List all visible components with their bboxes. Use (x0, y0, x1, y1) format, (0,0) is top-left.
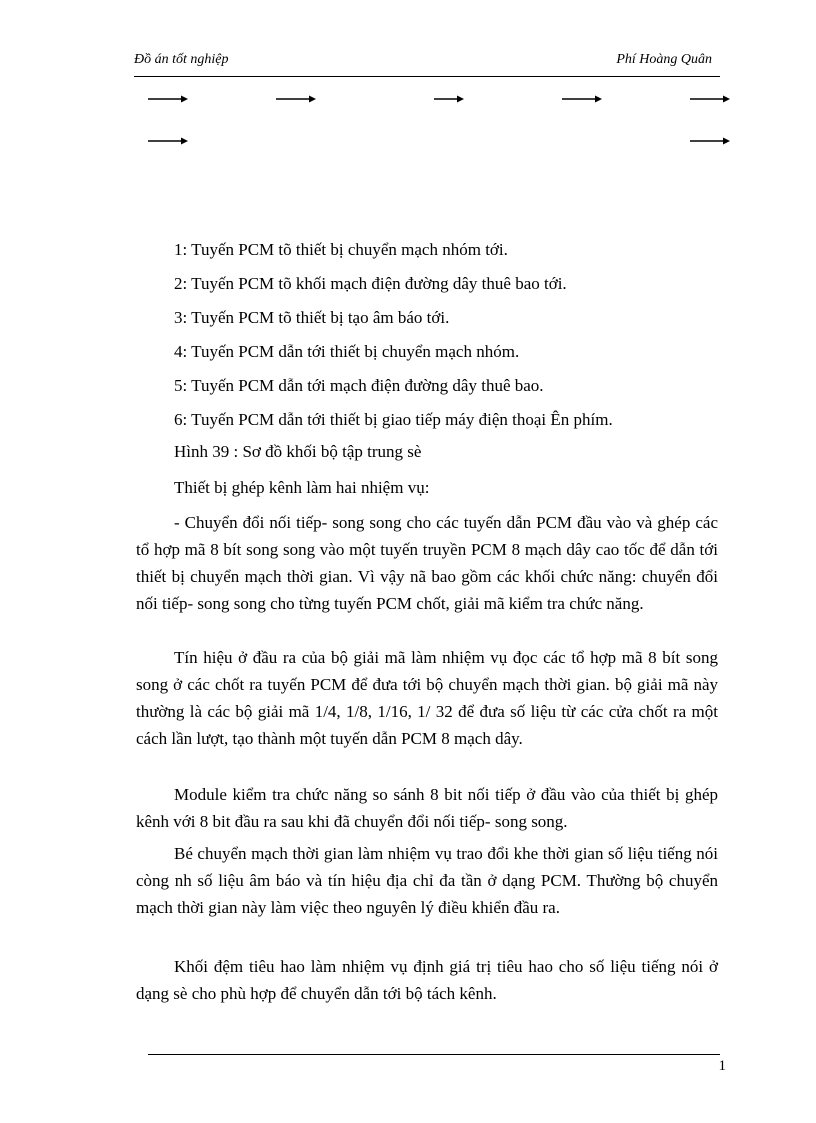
page-number: 1 (718, 1058, 726, 1074)
body-paragraph: - Chuyển đổi nối tiếp- song song cho các tuyến dẫn PCM đầu vào và ghép các tổ hợp mã 8 bít song song vào một tuyến truyền PCM 8 mạch dây cao tốc để dẫn tới thiết bị chuyển mạch thời gian. Vì vậy nã bao gồm các khối chức năng: chuyển đổi nối tiếp- song song cho từng tuyến PCM chốt, giải mã kiểm tra chức năng. (136, 513, 718, 613)
intro-line: Thiết bị ghép kênh làm hai nhiệm vụ: (174, 478, 430, 497)
body-paragraph: Khối đệm tiêu hao làm nhiệm vụ định giá trị tiêu hao cho số liệu tiếng nói ở dạng sè cho phù hợp để chuyển dẫn tới bộ tách kênh. (136, 957, 718, 1003)
body-paragraph: Module kiểm tra chức năng so sánh 8 bit nối tiếp ở đầu vào của thiết bị ghép kênh với 8 bit đầu ra sau khi đã chuyển đổi nối tiếp- song song. (136, 785, 718, 831)
legend-item: 2: Tuyến PCM tõ khối mạch điện đường dây thuê bao tới. (174, 274, 567, 293)
header-title: Đồ án tốt nghiệp (134, 52, 229, 67)
legend-item: 6: Tuyến PCM dẫn tới thiết bị giao tiếp máy điện thoại Ên phím. (174, 410, 613, 429)
diagram-arrow (148, 137, 188, 145)
body-paragraph: Tín hiệu ở đầu ra của bộ giải mã làm nhiệm vụ đọc các tổ hợp mã 8 bít song song ở các chốt ra tuyến PCM để đưa tới bộ chuyển mạch thời gian. bộ giải mã này thường là các bộ giải mã 1/4, 1/8, 1/16, 1/ 32 để đưa số liệu từ các cửa chốt ra một cách lần lượt, tạo thành một tuyến dẫn PCM 8 mạch dây. (136, 648, 718, 748)
figure-caption: Hình 39 : Sơ đồ khối bộ tập trung sè (174, 442, 422, 461)
diagram-arrow (276, 95, 316, 103)
diagram-arrow (148, 95, 188, 103)
header-divider (134, 76, 720, 77)
diagram-arrow (562, 95, 602, 103)
legend-item: 1: Tuyến PCM tõ thiết bị chuyển mạch nhóm tới. (174, 240, 508, 259)
legend-item: 3: Tuyến PCM tõ thiết bị tạo âm báo tới. (174, 308, 450, 327)
legend-item: 4: Tuyến PCM dẫn tới thiết bị chuyển mạch nhóm. (174, 342, 520, 361)
footer-divider (148, 1054, 720, 1055)
legend-item: 5: Tuyến PCM dẫn tới mạch điện đường dây thuê bao. (174, 376, 544, 395)
diagram-arrow (690, 95, 730, 103)
diagram-arrow (690, 137, 730, 145)
header-author: Phí Hoàng Quân (616, 52, 712, 67)
body-paragraph: Bé chuyển mạch thời gian làm nhiệm vụ trao đổi khe thời gian số liệu tiếng nói còng nh số liệu âm báo và tín hiệu địa chỉ đa tần ở dạng PCM. Thường bộ chuyển mạch thời gian này làm việc theo nguyên lý điều khiển đầu ra. (136, 844, 718, 917)
diagram-arrow (434, 95, 474, 103)
